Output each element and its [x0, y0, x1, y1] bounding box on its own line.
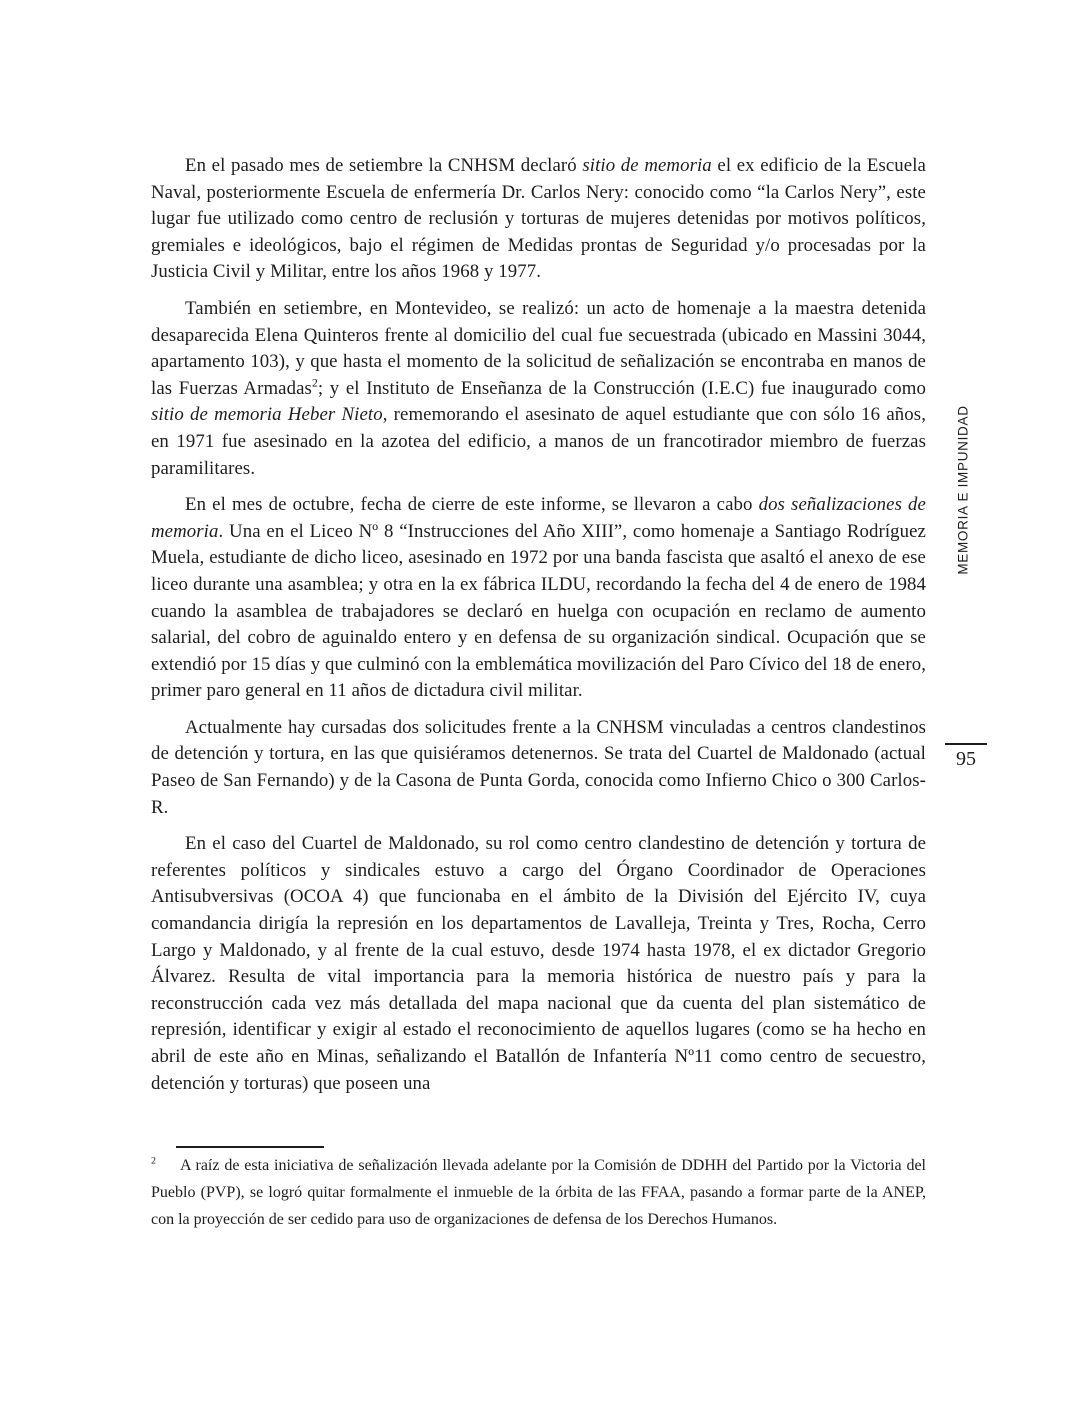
text-segment: En el mes de octubre, fecha de cierre de este informe, se llevaron a cabo — [185, 494, 759, 516]
italic-text-segment: dos señalizaciones de memoria — [151, 494, 926, 542]
footnote-separator — [176, 1146, 324, 1148]
page-number: 95 — [956, 748, 976, 770]
footnote-body — [151, 1157, 926, 1228]
page-number-block — [945, 743, 987, 771]
running-header-vertical: MEMORIA E IMPUNIDAD — [955, 405, 971, 575]
paragraph — [151, 831, 926, 1097]
text-segment: ; y el Instituto de Enseñanza de la Construcción (I.E.C) fue inaugurado como — [317, 377, 926, 399]
text-segment: , rememorando el asesinato de aquel estudiante que con sólo 16 años, en 1971 fue asesinado en la azotea del edificio, a manos de un francotirador miembro de fuerzas paramilitares. — [151, 404, 926, 479]
text-segment: En el caso del Cuartel de Maldonado, su rol como centro clandestino de detención y tortura de referentes políticos y sindicales estuvo a cargo del Órgano Coordinador de Operaciones Antisubversivas (OCOA 4) que funcionaba en el ámbito de la División del Ejército IV, cuya comandancia dirigía la represión en los departamentos de Lavalleja, Treinta y Tres, Rocha, Cerro Largo y Maldonado, y al frente de la cual estuvo, desde 1974 hasta 1978, el ex dictador Gregorio Álvarez. Resulta de vital importancia para la memoria histórica de nuestro país y para la reconstrucción cada vez más detallada del mapa nacional que da cuenta del plan sistemático de represión, identificar y exigir al estado el reconocimiento de aquellos lugares (como se ha hecho en abril de este año en Minas, señalizando el Batallón de Infantería Nº11 como centro de secuestro, detención y torturas) que poseen una — [151, 833, 926, 1094]
page-number-rule — [945, 743, 987, 745]
paragraph — [151, 715, 926, 821]
text-segment: Actualmente hay cursadas dos solicitudes frente a la CNHSM vinculadas a centros clandestinos de detención y tortura, en las que quisiéramos detenernos. Se trata del Cuartel de Maldonado (actual Paseo de San Fernando) y de la Casona de Punta Gorda, conocida como Infierno Chico o 300 Carlos- R. — [151, 716, 926, 818]
footnote-marker: 2 — [151, 1155, 156, 1167]
text-segment: . Una en el Liceo Nº 8 “Instrucciones del Año XIII”, como homenaje a Santiago Rodríguez Muela, estudiante de dicho liceo, asesinado en 1972 por una banda fascista que asaltó el anexo de ese liceo durante una asamblea; y otra en la ex fábrica ILDU, recordando la fecha del 4 de enero de 1984 cuando la asamblea de trabajadores se declaró en huelga con ocupación en reclamo de aumento salarial, del cobro de aguinaldo entero y en defensa de su organización sindical. Ocupación que se extendió por 15 días y que culminó con la emblemática movilización del Paro Cívico del 18 de enero, primer paro general en 11 años de dictadura civil militar. — [151, 520, 926, 702]
footnote-text — [151, 1153, 926, 1233]
text-segment: También en setiembre, en Montevideo, se realizó: un acto de homenaje a la maestra detenida desaparecida Elena Quinteros frente al domicilio del cual fue secuestrada (ubicado en Massini 3044, apartamento 103), y que hasta el momento de la solicitud de señalización se encontraba en manos de las Fuerzas Armadas — [151, 297, 926, 399]
document-body — [151, 153, 926, 1107]
italic-text-segment: sitio de memoria Heber Nieto — [151, 404, 383, 426]
text-segment: En el pasado mes de setiembre la CNHSM declaró — [185, 155, 583, 176]
text-segment: el ex edificio de la Escuela Naval, posteriormente Escuela de enfermería Dr. Carlos Nery: conocido como “la Carlos Nery”, este lugar fue utilizado como centro de reclusión y torturas de mujeres detenidas por motivos políticos, gremiales e ideológicos, bajo el régimen de Medidas prontas de Seguridad y/o procesadas por la Justicia Civil y Militar, entre los años 1968 y 1977. — [151, 155, 926, 283]
italic-text-segment: sitio de memoria — [582, 155, 712, 176]
paragraph — [151, 492, 926, 705]
footnote — [151, 1146, 926, 1233]
paragraph — [151, 296, 926, 482]
superscript-reference: 2 — [311, 376, 318, 390]
paragraph — [151, 153, 926, 286]
text-segment: A raíz de esta iniciativa de señalización llevada adelante por la Comisión de DDHH del Partido por la Victoria del Pueblo (PVP), se logró quitar formalmente el inmueble de la órbita de las FFAA, pasando a formar parte de la ANEP, con la proyección de ser cedido para uso de organizaciones de defensa de los Derechos Humanos. — [151, 1157, 926, 1228]
